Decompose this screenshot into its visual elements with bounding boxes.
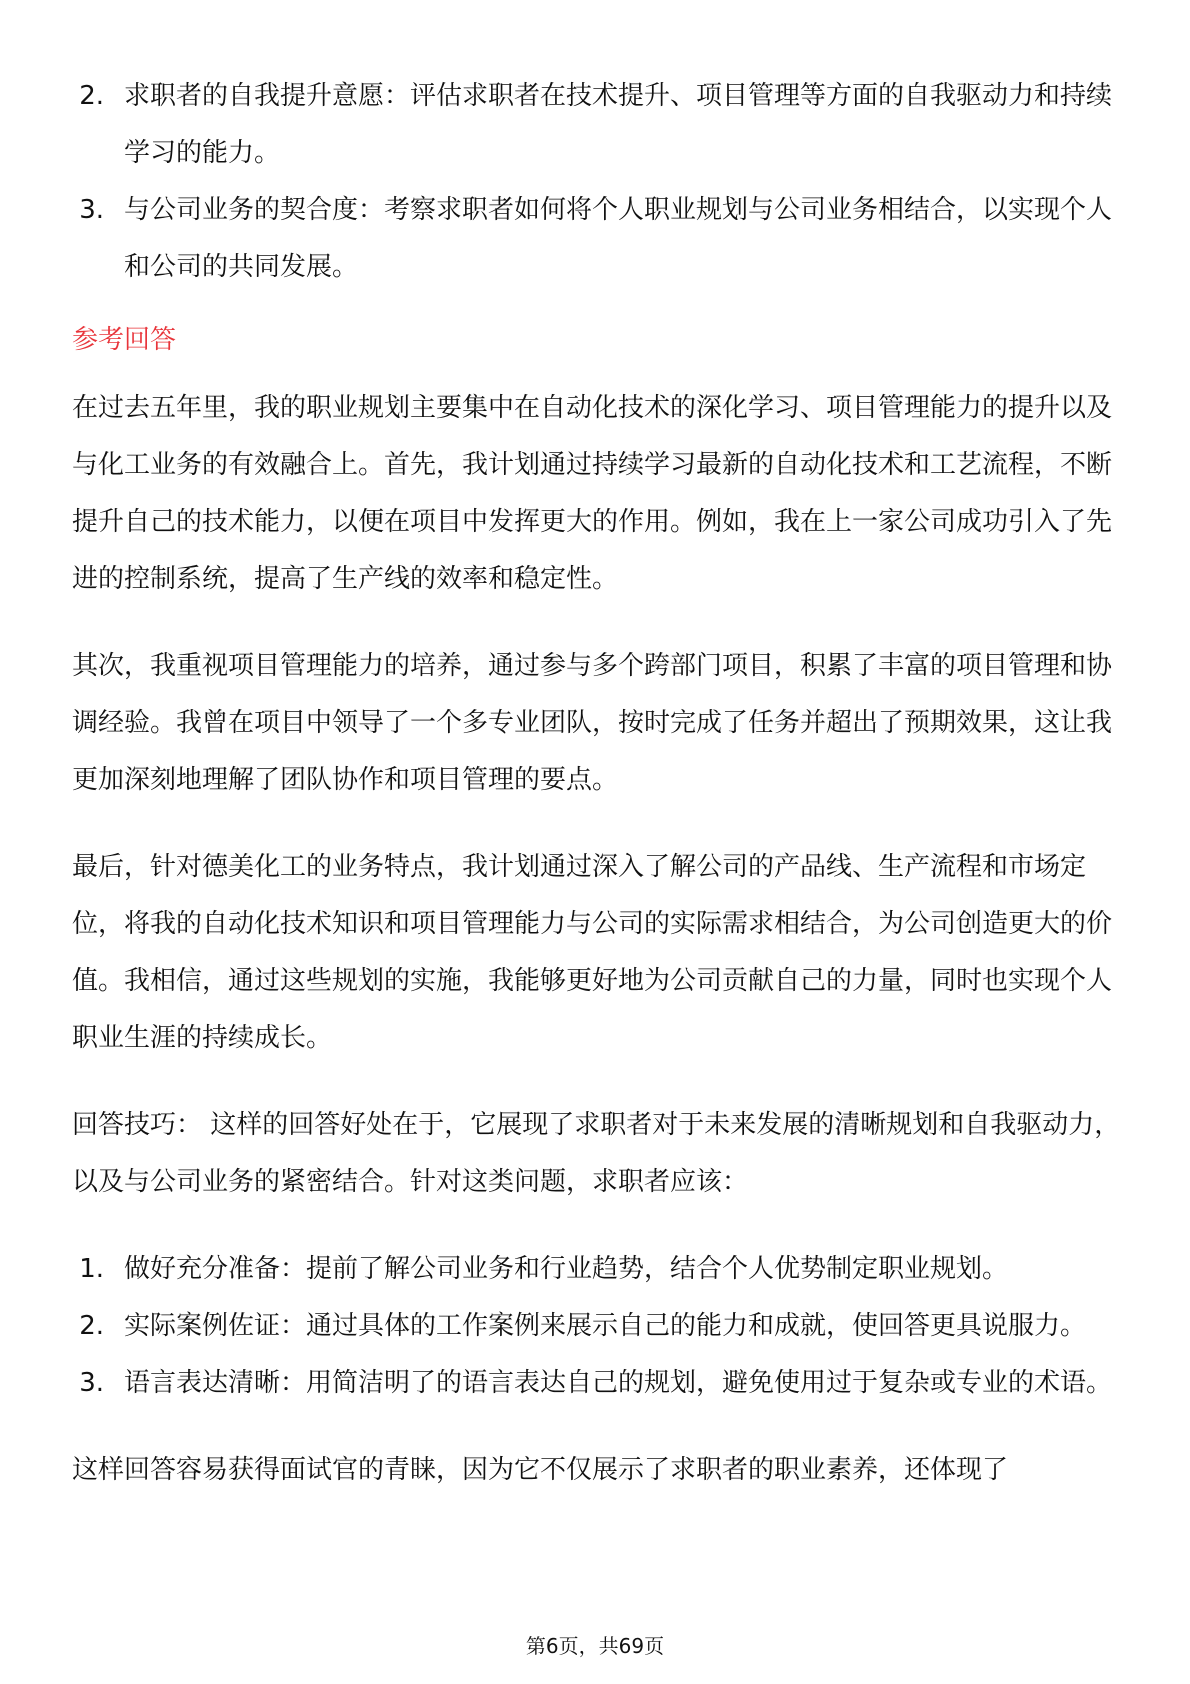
list-number: 3. [79,1368,104,1398]
list-number: 1. [79,1254,104,1284]
page-content [72,68,1122,1499]
page-number: 第6页，共69页 [525,1634,665,1658]
list-text: 做好充分准备：提前了解公司业务和行业趋势，结合个人优势制定职业规划。 [124,1254,1009,1284]
tips-list [72,1241,1122,1412]
list-number: 2. [79,81,104,111]
list-item [72,182,1122,296]
list-item [72,1241,1122,1298]
tips-intro: 回答技巧： 这样的回答好处在于，它展现了求职者对于未来发展的清晰规划和自我驱动力，以及与公司业务的紧密结合。针对这类问题，求职者应该： [72,1110,1121,1197]
list-text: 语言表达清晰：用简洁明了的语言表达自己的规划，避免使用过于复杂或专业的术语。 [124,1368,1113,1398]
list-number: 3. [79,195,104,225]
list-text: 实际案例佐证：通过具体的工作案例来展示自己的能力和成就，使回答更具说服力。 [124,1311,1087,1341]
paragraph: 其次，我重视项目管理能力的培养，通过参与多个跨部门项目，积累了丰富的项目管理和协调经验。我曾在项目中领导了一个多专业团队，按时完成了任务并超出了预期效果，这让我更加深刻地理解了团队协作和项目管理的要点。 [72,651,1113,795]
closing-paragraph: 这样回答容易获得面试官的青睐，因为它不仅展示了求职者的职业素养，还体现了 [72,1455,1009,1485]
list-item [72,68,1122,182]
paragraph: 在过去五年里，我的职业规划主要集中在自动化技术的深化学习、项目管理能力的提升以及与化工业务的有效融合上。首先，我计划通过持续学习最新的自动化技术和工艺流程，不断提升自己的技术能力，以便在项目中发挥更大的作用。例如，我在上一家公司成功引入了先进的控制系统，提高了生产线的效率和稳定性。 [72,393,1113,594]
list-text: 与公司业务的契合度：考察求职者如何将个人职业规划与公司业务相结合，以实现个人和公司的共同发展。 [124,195,1113,282]
list-number: 2. [79,1311,104,1341]
list-item [72,1298,1122,1355]
paragraph: 最后，针对德美化工的业务特点，我计划通过深入了解公司的产品线、生产流程和市场定位，将我的自动化技术知识和项目管理能力与公司的实际需求相结合，为公司创造更大的价值。我相信，通过这些规划的实施，我能够更好地为公司贡献自己的力量，同时也实现个人职业生涯的持续成长。 [72,852,1113,1053]
list-item [72,1355,1122,1412]
evaluation-list [72,68,1122,296]
section-heading: 参考回答 [72,325,177,355]
list-text: 求职者的自我提升意愿：评估求职者在技术提升、项目管理等方面的自我驱动力和持续学习的能力。 [124,81,1113,168]
